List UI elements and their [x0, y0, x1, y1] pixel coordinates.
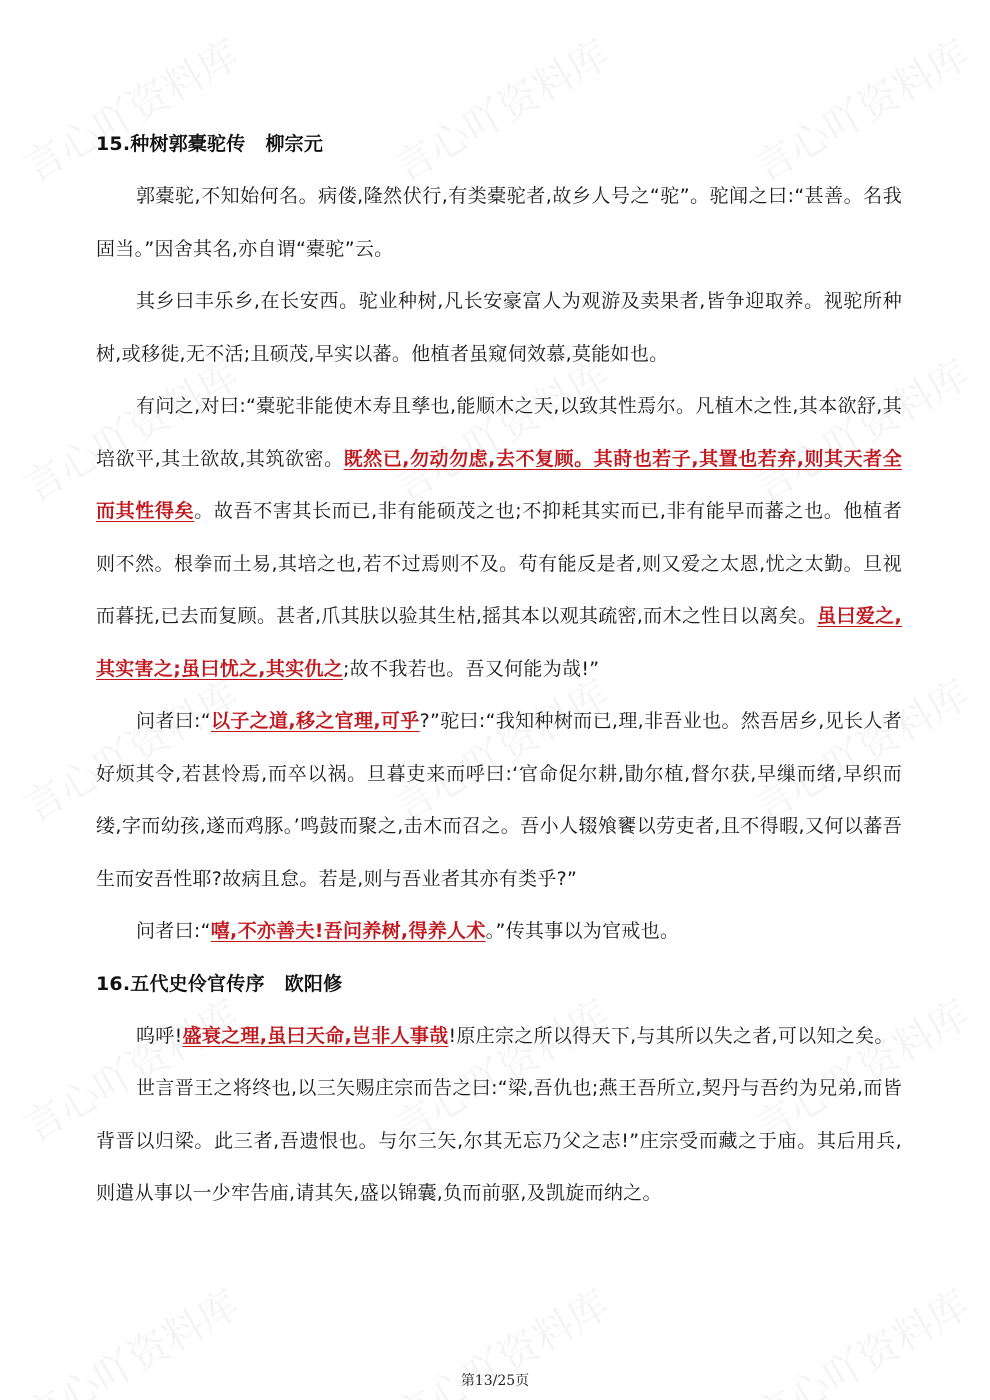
text-run: 问者曰:“ [136, 710, 211, 732]
text-run: ?”驼曰:“我知种树而已,理,非吾业也。然吾居乡,见长人者好烦其令,若甚怜焉,而卒以祸。旦暮吏来而呼曰:‘官命促尔耕,勖尔植,督尔获,早缫而绪,早织而缕,字而幼孩,遂而鸡豚。’鸣鼓而聚之,击木而召之。吾小人辍飧饔以劳吏者,且不得暇,又何以蕃吾生而安吾性耶?故病且怠。若是,则与吾业者其亦有类乎?” [96, 710, 902, 890]
paragraph [96, 905, 902, 958]
document-body [96, 118, 902, 1220]
text-run: !原庄宗之所以得天下,与其所以失之者,可以知之矣。 [448, 1024, 894, 1047]
highlighted-phrase: 既然已,勿动勿虑,去不复顾。其莳也若子,其置也若弃,则其天者全而其性得矣 [96, 447, 902, 522]
page-number: 第13/25页 [460, 1373, 530, 1389]
text-run: 。故吾不害其长而已,非有能硕茂之也;不抑耗其实而已,非有能早而蕃之也。他植者则不然。根拳而土易,其培之也,若不过焉则不及。苟有能反是者,则又爱之太恩,忧之太勤。旦视而暮抚,已去而复顾。甚者,爪其肤以验其生枯,摇其本以观其疏密,而木之性日以离矣。 [96, 500, 902, 627]
paragraph [96, 170, 902, 275]
section-title: 16.五代史伶官传序 [96, 972, 265, 995]
text-run: 呜呼! [136, 1024, 183, 1047]
paragraph [96, 380, 902, 695]
highlighted-phrase: 盛衰之理,虽曰天命,岂非人事哉 [182, 1024, 449, 1047]
paragraph [96, 695, 902, 905]
paragraph [96, 1010, 902, 1063]
paragraph [96, 1062, 902, 1220]
text-run: ;故不我若也。吾又何能为哉!” [343, 657, 600, 680]
text-run: 有问之,对曰:“橐驼非能使木寿且孳也,能顺木之天,以致其性焉尔。凡植木之性,其本欲舒,其培欲平,其土欲故,其筑欲密。 [96, 395, 902, 470]
section-heading [96, 958, 902, 1010]
section-heading [96, 118, 902, 170]
text-run: 问者曰:“ [136, 920, 211, 942]
section-title: 15.种树郭橐驼传 [96, 133, 246, 155]
section-author: 欧阳修 [284, 972, 343, 995]
text-run: 郭橐驼,不知始何名。病偻,隆然伏行,有类橐驼者,故乡人号之“驼”。驼闻之曰:“甚善。名我固当。”因舍其名,亦自谓“橐驼”云。 [96, 185, 902, 260]
paragraph [96, 275, 902, 380]
text-run: 世言晋王之将终也,以三矢赐庄宗而告之曰:“梁,吾仇也;燕王吾所立,契丹与吾约为兄弟,而皆背晋以归梁。此三者,吾遗恨也。与尔三矢,尔其无忘乃父之志!”庄宗受而藏之于庙。其后用兵,则遣从事以一少牢告庙,请其矢,盛以锦囊,负而前驱,及凯旋而纳之。 [96, 1077, 902, 1204]
highlighted-phrase: 以子之道,移之官理,可乎 [210, 710, 420, 732]
text-run: 其乡曰丰乐乡,在长安西。驼业种树,凡长安豪富人为观游及卖果者,皆争迎取养。视驼所种树,或移徙,无不活;且硕茂,早实以蕃。他植者虽窥伺效慕,莫能如也。 [96, 290, 902, 365]
section-author: 柳宗元 [265, 133, 324, 155]
highlighted-phrase: 嘻,不亦善夫!吾问养树,得养人术 [210, 920, 486, 942]
highlighted-phrase: 虽曰爱之,其实害之;虽曰忧之,其实仇之 [96, 605, 902, 680]
text-run: 。”传其事以为官戒也。 [485, 920, 680, 942]
